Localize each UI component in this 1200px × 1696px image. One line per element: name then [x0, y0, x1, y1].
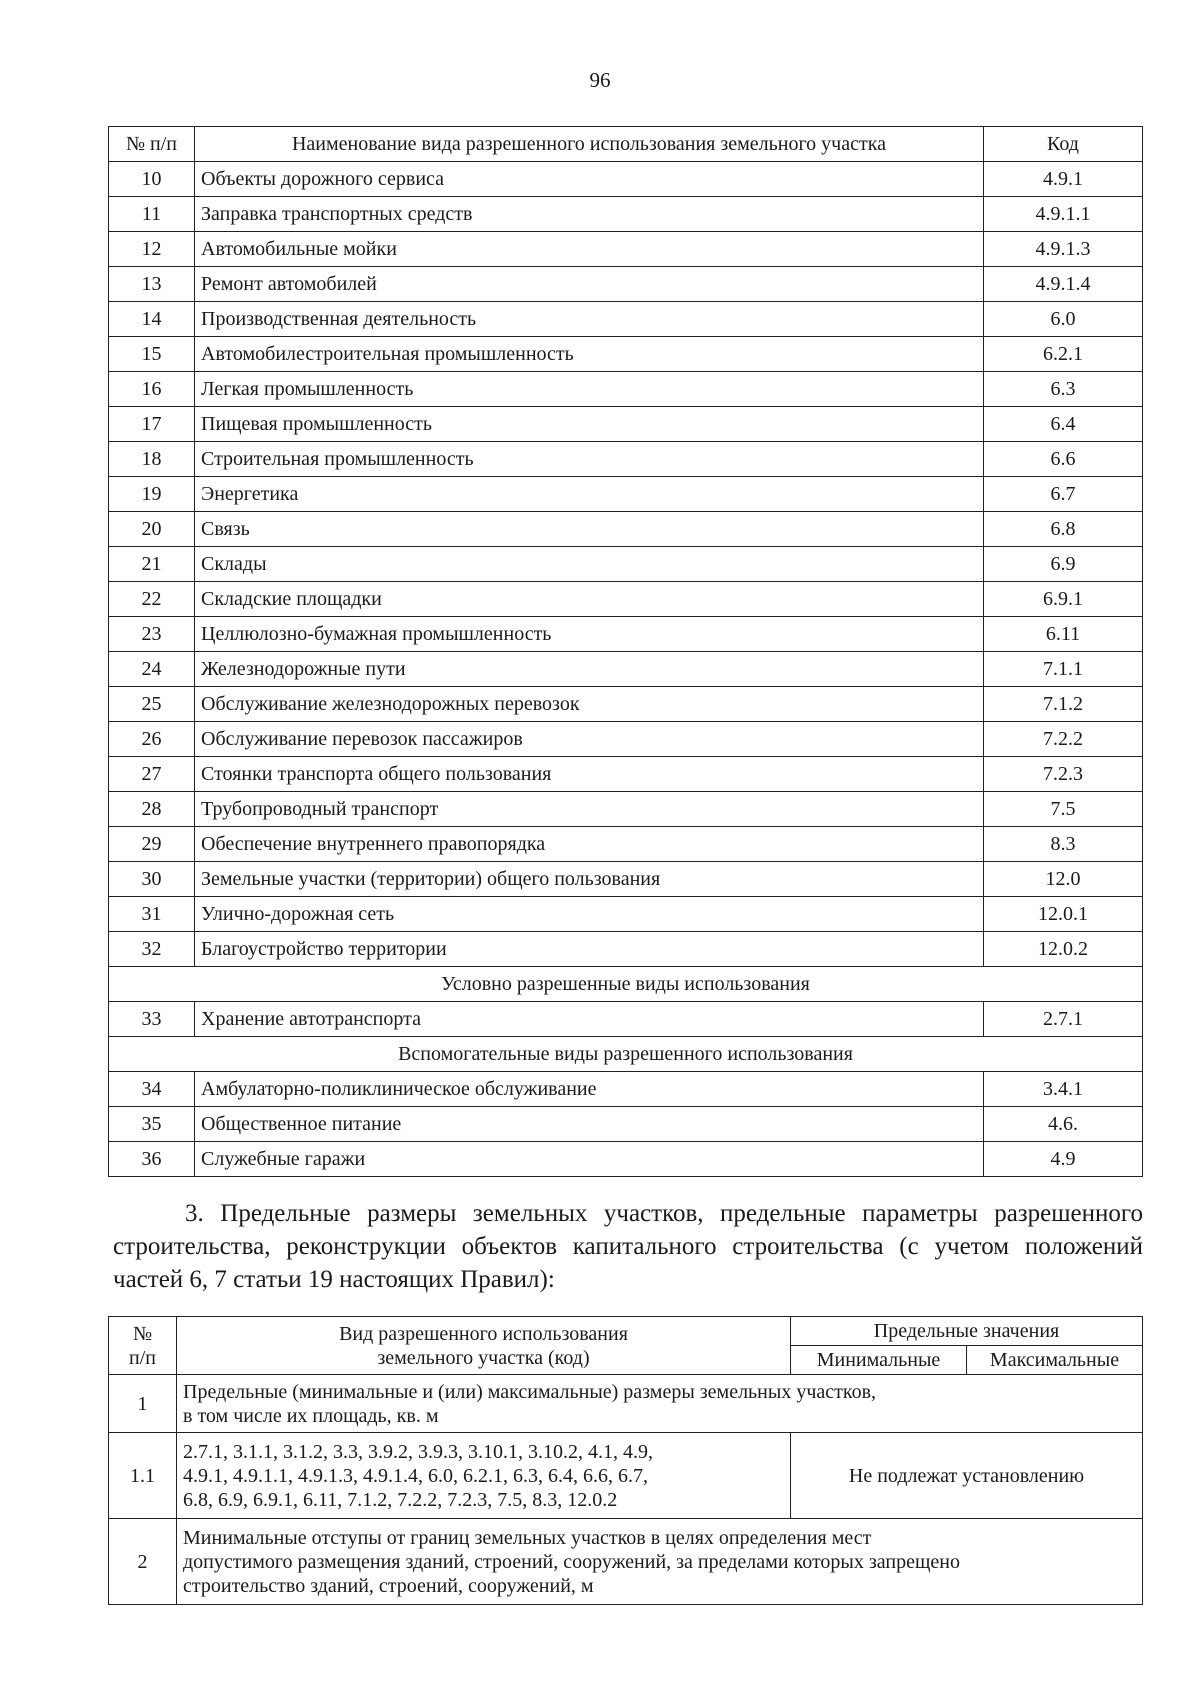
row-code: 6.9: [984, 547, 1143, 582]
row-num: 2: [109, 1519, 177, 1605]
row-name: Целлюлозно-бумажная промышленность: [195, 617, 984, 652]
row-num: 19: [109, 477, 195, 512]
row-num: 32: [109, 932, 195, 967]
land-use-types-table: [108, 126, 1143, 1177]
row-name: Объекты дорожного сервиса: [195, 162, 984, 197]
row-code: 8.3: [984, 827, 1143, 862]
row-codes: [177, 1433, 791, 1519]
row-name: Автомобильные мойки: [195, 232, 984, 267]
row-name: Обслуживание железнодорожных перевозок: [195, 687, 984, 722]
row-code: 6.11: [984, 617, 1143, 652]
table-row: [109, 1142, 1143, 1177]
table-row: [109, 1433, 1143, 1519]
row-code: 4.9.1.1: [984, 197, 1143, 232]
row-name: Обеспечение внутреннего правопорядка: [195, 827, 984, 862]
row-text-line2: допустимого размещения зданий, строений, сооружений, за пределами которых запрещено: [183, 1550, 960, 1573]
row-code: 6.8: [984, 512, 1143, 547]
row-name: Легкая промышленность: [195, 372, 984, 407]
row-num: 26: [109, 722, 195, 757]
row-code: 4.9.1.3: [984, 232, 1143, 267]
row-code: 4.9.1: [984, 162, 1143, 197]
row-codes-line1: 2.7.1, 3.1.1, 3.1.2, 3.3, 3.9.2, 3.9.3, 3.10.1, 3.10.2, 4.1, 4.9,: [183, 1440, 653, 1463]
header-type-line1: Вид разрешенного использования: [339, 1322, 628, 1345]
row-num: 10: [109, 162, 195, 197]
table-header-row: [109, 1317, 1143, 1346]
row-code: 12.0.1: [984, 897, 1143, 932]
row-num: 34: [109, 1072, 195, 1107]
row-text: [177, 1519, 1143, 1605]
row-name: Заправка транспортных средств: [195, 197, 984, 232]
row-name: Амбулаторно-поликлиническое обслуживание: [195, 1072, 984, 1107]
page-number: 96: [589, 68, 611, 92]
table-row: [109, 582, 1143, 617]
row-num: 13: [109, 267, 195, 302]
header-min: Минимальные: [791, 1346, 967, 1375]
row-name: Благоустройство территории: [195, 932, 984, 967]
table-row: [109, 1107, 1143, 1142]
row-text-line2: в том числе их площадь, кв. м: [183, 1404, 439, 1427]
row-code: 7.2.2: [984, 722, 1143, 757]
section-row-auxiliary: [109, 1037, 1143, 1072]
table-row: [109, 862, 1143, 897]
table-row: [109, 1375, 1143, 1433]
row-name: Энергетика: [195, 477, 984, 512]
row-codes-line3: 6.8, 6.9, 6.9.1, 6.11, 7.1.2, 7.2.2, 7.2.3, 7.5, 8.3, 12.0.2: [183, 1488, 618, 1511]
header-num: № п/п: [109, 127, 195, 162]
row-name: Общественное питание: [195, 1107, 984, 1142]
row-code: 6.9.1: [984, 582, 1143, 617]
row-num: 1: [109, 1375, 177, 1433]
header-max: Максимальные: [967, 1346, 1143, 1375]
row-name: Склады: [195, 547, 984, 582]
row-num: 29: [109, 827, 195, 862]
table-row: [109, 757, 1143, 792]
row-num: 11: [109, 197, 195, 232]
table-row: [109, 932, 1143, 967]
table-row: [109, 477, 1143, 512]
row-name: Стоянки транспорта общего пользования: [195, 757, 984, 792]
row-code: 6.0: [984, 302, 1143, 337]
table-row: [109, 897, 1143, 932]
row-num: 12: [109, 232, 195, 267]
table-row: [109, 617, 1143, 652]
table-row: [109, 1072, 1143, 1107]
row-num: 28: [109, 792, 195, 827]
row-num: 36: [109, 1142, 195, 1177]
row-code: 4.9.1.4: [984, 267, 1143, 302]
header-code: Код: [984, 127, 1143, 162]
row-code: 12.0.2: [984, 932, 1143, 967]
row-num: 1.1: [109, 1433, 177, 1519]
row-code: 7.1.2: [984, 687, 1143, 722]
row-code: 7.5: [984, 792, 1143, 827]
row-num: 17: [109, 407, 195, 442]
row-code: 6.6: [984, 442, 1143, 477]
header-type-line2: земельного участка (код): [377, 1346, 590, 1369]
row-name: Связь: [195, 512, 984, 547]
row-name: Земельные участки (территории) общего пользования: [195, 862, 984, 897]
row-num: 24: [109, 652, 195, 687]
row-name: Трубопроводный транспорт: [195, 792, 984, 827]
row-name: Железнодорожные пути: [195, 652, 984, 687]
row-code: 6.3: [984, 372, 1143, 407]
row-num: 35: [109, 1107, 195, 1142]
header-name: Наименование вида разрешенного использования земельного участка: [195, 127, 984, 162]
table-row: [109, 1002, 1143, 1037]
section-row-conditional: [109, 967, 1143, 1002]
row-num: 18: [109, 442, 195, 477]
table-row: [109, 267, 1143, 302]
row-name: Автомобилестроительная промышленность: [195, 337, 984, 372]
table-row: [109, 442, 1143, 477]
table-row: [109, 162, 1143, 197]
row-code: 3.4.1: [984, 1072, 1143, 1107]
section-title-conditional: Условно разрешенные виды использования: [109, 967, 1143, 1002]
row-code: 6.4: [984, 407, 1143, 442]
row-name: Улично-дорожная сеть: [195, 897, 984, 932]
header-num-line2: п/п: [129, 1346, 156, 1369]
row-text-line1: Предельные (минимальные и (или) максимальные) размеры земельных участков,: [183, 1380, 877, 1403]
table-row: [109, 302, 1143, 337]
row-code: 12.0: [984, 862, 1143, 897]
row-name: Служебные гаражи: [195, 1142, 984, 1177]
header-type: [177, 1317, 791, 1375]
row-name: Обслуживание перевозок пассажиров: [195, 722, 984, 757]
table-row: [109, 407, 1143, 442]
table-row: [109, 337, 1143, 372]
table-row: [109, 687, 1143, 722]
row-name: Пищевая промышленность: [195, 407, 984, 442]
row-code: 7.2.3: [984, 757, 1143, 792]
row-name: Хранение автотранспорта: [195, 1002, 984, 1037]
row-code: 4.9: [984, 1142, 1143, 1177]
section-3-paragraph: 3. Предельные размеры земельных участков, предельные параметры разрешенного строительства, реконструкции объектов капитального строительства (с учетом положений частей 6, 7 статьи 19 настоящих Правил):: [113, 1200, 1143, 1293]
row-name: Ремонт автомобилей: [195, 267, 984, 302]
row-text-line3: строительство зданий, строений, сооружений, м: [183, 1574, 594, 1597]
row-num: 30: [109, 862, 195, 897]
row-num: 20: [109, 512, 195, 547]
row-text-line1: Минимальные отступы от границ земельных участков в целях определения мест: [183, 1526, 872, 1549]
row-code: 2.7.1: [984, 1002, 1143, 1037]
table-row: [109, 232, 1143, 267]
table-row: [109, 197, 1143, 232]
row-name: Строительная промышленность: [195, 442, 984, 477]
section-title-auxiliary: Вспомогательные виды разрешенного использования: [109, 1037, 1143, 1072]
row-code: 7.1.1: [984, 652, 1143, 687]
row-num: 23: [109, 617, 195, 652]
row-codes-line2: 4.9.1, 4.9.1.1, 4.9.1.3, 4.9.1.4, 6.0, 6.2.1, 6.3, 6.4, 6.6, 6.7,: [183, 1464, 648, 1487]
row-num: 22: [109, 582, 195, 617]
table-row: [109, 372, 1143, 407]
row-num: 33: [109, 1002, 195, 1037]
table-row: [109, 652, 1143, 687]
table-row: [109, 547, 1143, 582]
row-value: Не подлежат установлению: [791, 1433, 1143, 1519]
row-num: 27: [109, 757, 195, 792]
row-num: 15: [109, 337, 195, 372]
limits-table: [108, 1316, 1143, 1605]
table-row: [109, 722, 1143, 757]
table-row: [109, 792, 1143, 827]
row-num: 14: [109, 302, 195, 337]
row-code: 4.6.: [984, 1107, 1143, 1142]
header-num: [109, 1317, 177, 1375]
row-num: 16: [109, 372, 195, 407]
row-num: 25: [109, 687, 195, 722]
table-row: [109, 827, 1143, 862]
header-limits: Предельные значения: [791, 1317, 1143, 1346]
table-header-row: [109, 127, 1143, 162]
row-name: Складские площадки: [195, 582, 984, 617]
row-text: [177, 1375, 1143, 1433]
row-code: 6.2.1: [984, 337, 1143, 372]
header-num-line1: №: [132, 1322, 153, 1345]
row-num: 21: [109, 547, 195, 582]
row-code: 6.7: [984, 477, 1143, 512]
row-num: 31: [109, 897, 195, 932]
table-row: [109, 512, 1143, 547]
row-name: Производственная деятельность: [195, 302, 984, 337]
table-row: [109, 1519, 1143, 1605]
